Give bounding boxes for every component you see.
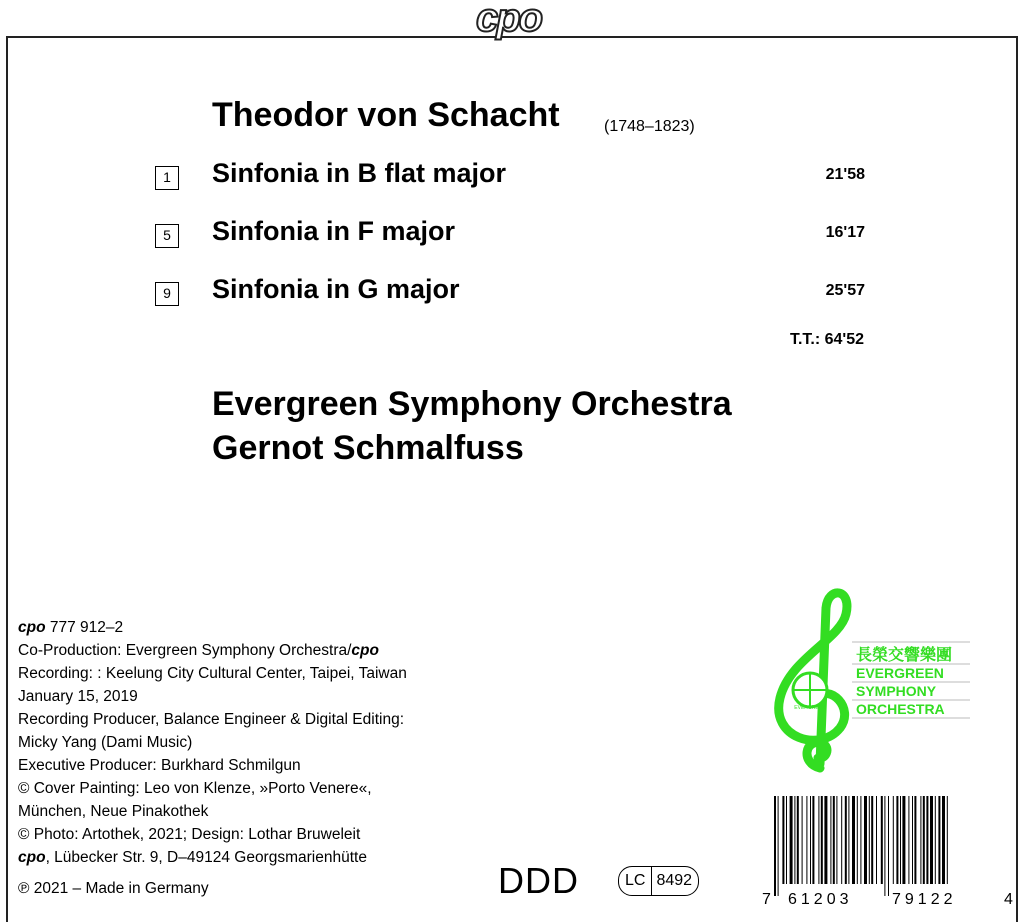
barcode-bar xyxy=(888,796,889,896)
logo-line3: ORCHESTRA xyxy=(856,701,945,717)
barcode-bar xyxy=(896,796,898,884)
orchestra-name: Evergreen Symphony Orchestra xyxy=(212,385,732,423)
barcode-digit-first: 7 xyxy=(762,891,771,908)
producer-name: Micky Yang (Dami Music) xyxy=(18,734,193,751)
barcode-bar xyxy=(797,796,799,884)
track-duration: 21'58 xyxy=(825,166,865,183)
barcode-bar xyxy=(864,796,867,884)
barcode-bar xyxy=(852,796,855,884)
barcode-bar xyxy=(942,796,945,884)
catalog-number: 777 912–2 xyxy=(45,619,124,636)
barcode-bar xyxy=(782,796,784,884)
barcode-bar xyxy=(812,796,814,884)
barcode-bar xyxy=(869,796,870,884)
track-row xyxy=(155,274,865,314)
barcode-bar xyxy=(876,796,877,884)
barcode-bar xyxy=(845,796,847,884)
barcode-bar xyxy=(871,796,873,884)
composer-name: Theodor von Schacht xyxy=(212,96,560,134)
track-duration: 25'57 xyxy=(825,282,865,299)
track-row xyxy=(155,216,865,256)
address-text: , Lübecker Str. 9, D–49124 Georgsmarienhütte xyxy=(45,849,367,866)
barcode-bar xyxy=(786,796,787,884)
barcode-bar xyxy=(912,796,913,884)
barcode-group-right: 79122 xyxy=(892,891,957,908)
logo-line2: SYMPHONY xyxy=(856,683,937,699)
logo-badge: EVERGREEN xyxy=(794,705,826,711)
barcode-bar xyxy=(902,796,905,884)
track-duration: 16'17 xyxy=(825,224,865,241)
barcode-bar xyxy=(938,796,940,884)
recording-line: Recording: : Keelung City Cultural Center, Taipei, Taiwan xyxy=(18,665,407,682)
barcode-bar xyxy=(818,796,819,884)
barcode-bar xyxy=(923,796,925,884)
barcode-bar xyxy=(830,796,831,884)
barcode-bar xyxy=(908,796,909,884)
coproduction-text: Co-Production: Evergreen Symphony Orchestra/ xyxy=(18,642,352,659)
barcode-bar xyxy=(914,796,916,884)
barcode-bar xyxy=(821,796,823,884)
address-line xyxy=(18,846,407,869)
catalog-line xyxy=(18,616,407,639)
barcode-bar xyxy=(893,796,894,884)
barcode-bar xyxy=(841,796,842,884)
track-number: 5 xyxy=(155,224,179,248)
cpo-label: cpo xyxy=(351,642,379,659)
barcode-group-left: 61203 xyxy=(788,891,853,908)
barcode-bar xyxy=(926,796,928,884)
barcode-bar xyxy=(860,796,861,884)
barcode-bar xyxy=(920,796,921,884)
evergreen-logo xyxy=(760,578,980,778)
producer-role: Recording Producer, Balance Engineer & Digital Editing: xyxy=(18,711,405,728)
cpo-label: cpo xyxy=(18,849,46,866)
coproduction-line xyxy=(18,639,407,662)
conductor-name: Gernot Schmalfuss xyxy=(212,429,524,467)
cover-credit-location: München, Neue Pinakothek xyxy=(18,803,209,820)
barcode-bar xyxy=(778,796,779,896)
label-code xyxy=(618,866,699,896)
track-number: 9 xyxy=(155,282,179,306)
barcode-bar xyxy=(881,796,883,884)
barcode-bar xyxy=(790,796,793,884)
total-time: T.T.: 64'52 xyxy=(789,331,864,348)
barcode-bar xyxy=(806,796,807,884)
cover-credit: © Cover Painting: Leo von Klenze, »Porto Venere«, xyxy=(18,780,372,797)
recording-date: January 15, 2019 xyxy=(18,688,138,705)
track-title: Sinfonia in B flat major xyxy=(212,158,507,188)
logo-line1: EVERGREEN xyxy=(856,665,944,681)
ddd-mark: DDD xyxy=(498,860,579,901)
cpo-logo: cpo xyxy=(470,0,547,36)
lc-number: 8492 xyxy=(656,872,693,889)
barcode-bar xyxy=(884,796,885,896)
cpo-label: cpo xyxy=(18,619,46,636)
barcode-bars xyxy=(774,796,948,896)
track-row xyxy=(155,158,865,198)
barcode-bar xyxy=(900,796,901,884)
barcode-bar xyxy=(836,796,837,884)
barcode xyxy=(760,796,1018,922)
barcode-bar xyxy=(794,796,795,884)
barcode-bar xyxy=(935,796,936,884)
credits-block xyxy=(18,616,407,869)
track-title: Sinfonia in G major xyxy=(212,274,460,304)
lc-prefix: LC xyxy=(619,867,652,895)
track-number: 1 xyxy=(155,166,179,190)
logo-chinese: 長榮交響樂團 xyxy=(856,645,953,664)
barcode-bar xyxy=(774,796,776,896)
barcode-bar xyxy=(930,796,933,884)
track-title: Sinfonia in F major xyxy=(212,216,456,246)
barcode-bar xyxy=(848,796,849,884)
barcode-bar xyxy=(824,796,827,884)
barcode-bar xyxy=(857,796,858,884)
copyright: ℗ 2021 – Made in Germany xyxy=(18,880,209,897)
barcode-bar xyxy=(810,796,811,884)
photo-design-credit: © Photo: Artothek, 2021; Design: Lothar Bruweleit xyxy=(18,826,361,843)
barcode-digit-last: 4 xyxy=(1004,891,1013,908)
barcode-bar xyxy=(802,796,803,884)
composer-dates: (1748–1823) xyxy=(604,118,695,135)
barcode-bar xyxy=(833,796,835,884)
barcode-bar xyxy=(947,796,948,884)
executive-producer: Executive Producer: Burkhard Schmilgun xyxy=(18,757,301,774)
